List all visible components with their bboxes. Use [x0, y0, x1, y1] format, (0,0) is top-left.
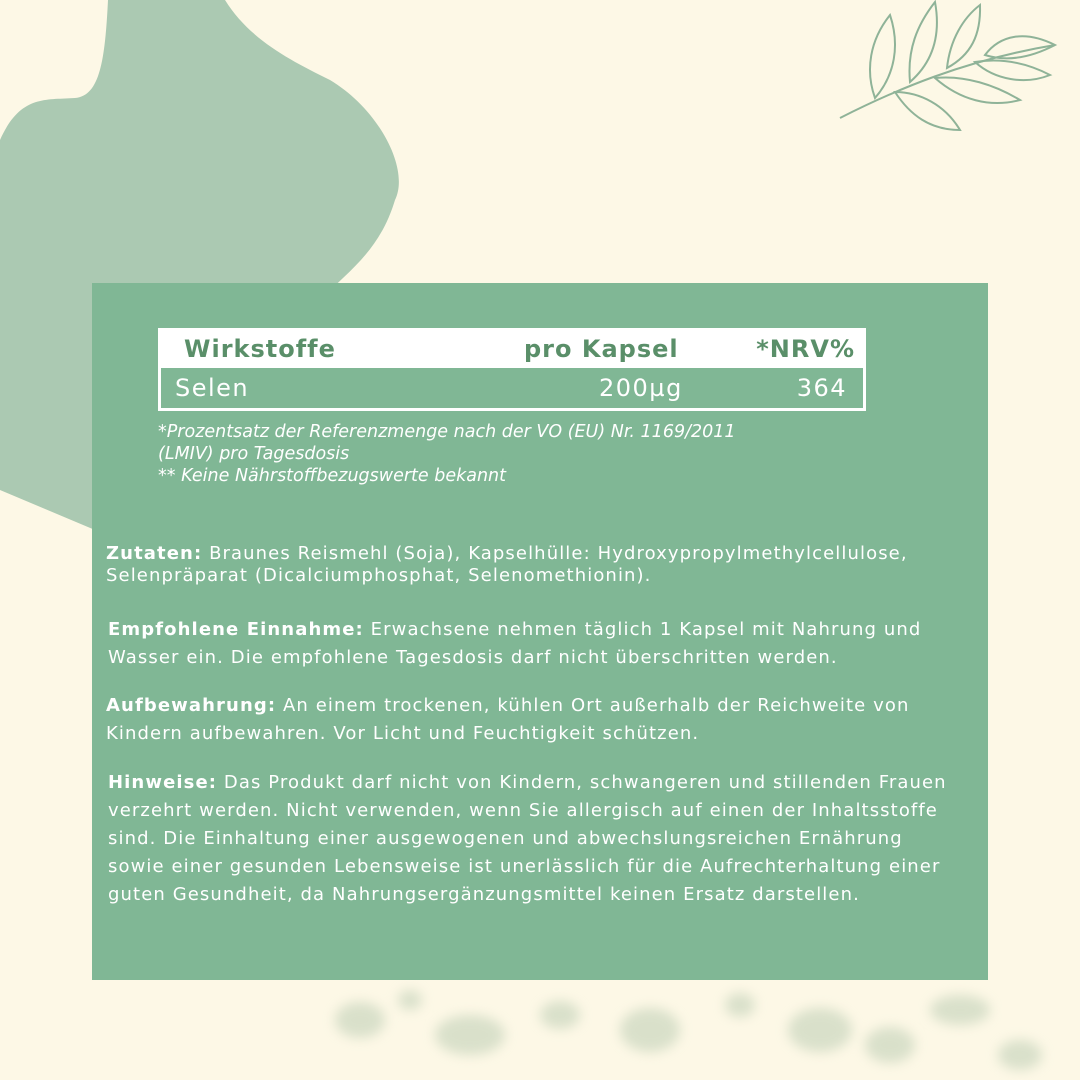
row-nrv: 364 [796, 374, 847, 402]
info-card [92, 283, 988, 980]
notes-label: Hinweise: [108, 772, 218, 793]
header-per-capsule: pro Kapsel [524, 335, 679, 363]
ingredients-text: Braunes Reismehl (Soja), Kapselhülle: Hydroxypropylmethylcellulose, Selenpräparat (Dicalciumphosphat, Selenomethionin). [106, 543, 908, 586]
table-header [161, 331, 863, 368]
storage-section [106, 692, 981, 748]
intake-text: Erwachsene nehmen täglich 1 Kapsel mit Nahrung und Wasser ein. Die empfohlene Tagesdosis darf nicht überschritten werden. [108, 619, 922, 668]
footnote-line: (LMIV) pro Tagesdosis [158, 444, 350, 464]
header-nrv: *NRV% [756, 335, 855, 363]
ingredients-label: Zutaten: [106, 543, 203, 564]
intake-label: Empfohlene Einnahme: [108, 619, 364, 640]
row-name: Selen [175, 374, 250, 402]
leaf-branch-icon [835, 0, 1065, 140]
footnote-line: ** Keine Nährstoffbezugswerte bekannt [158, 466, 507, 486]
storage-text: An einem trockenen, kühlen Ort außerhalb der Reichweite von Kindern aufbewahren. Vor Licht und Feuchtigkeit schützen. [106, 695, 910, 744]
notes-text: Das Produkt darf nicht von Kindern, schwangeren und stillenden Frauen verzehrt werden. Nicht verwenden, wenn Sie allergisch auf einen der Inhaltsstoffe sind. Die Einhaltung einer ausgewogenen und abwechslungsreichen Ernährung sowie einer gesunden Lebensweise ist unerlässlich für die Aufrechterhaltung einer guten Gesundheit, da Nahrungsergänzungsmittel keinen Ersatz darstellen. [108, 772, 947, 905]
notes-section [108, 769, 948, 909]
ingredients-section [106, 543, 981, 587]
intake-section [108, 616, 983, 672]
blurred-leaves [300, 975, 1060, 1080]
nutrient-table [158, 328, 866, 411]
row-amount: 200µg [599, 374, 683, 402]
storage-label: Aufbewahrung: [106, 695, 277, 716]
footnote-line: *Prozentsatz der Referenzmenge nach der VO (EU) Nr. 1169/2011 [158, 422, 736, 442]
table-row [161, 368, 863, 408]
footnotes [158, 421, 858, 487]
header-active-ingredients: Wirkstoffe [184, 335, 336, 363]
